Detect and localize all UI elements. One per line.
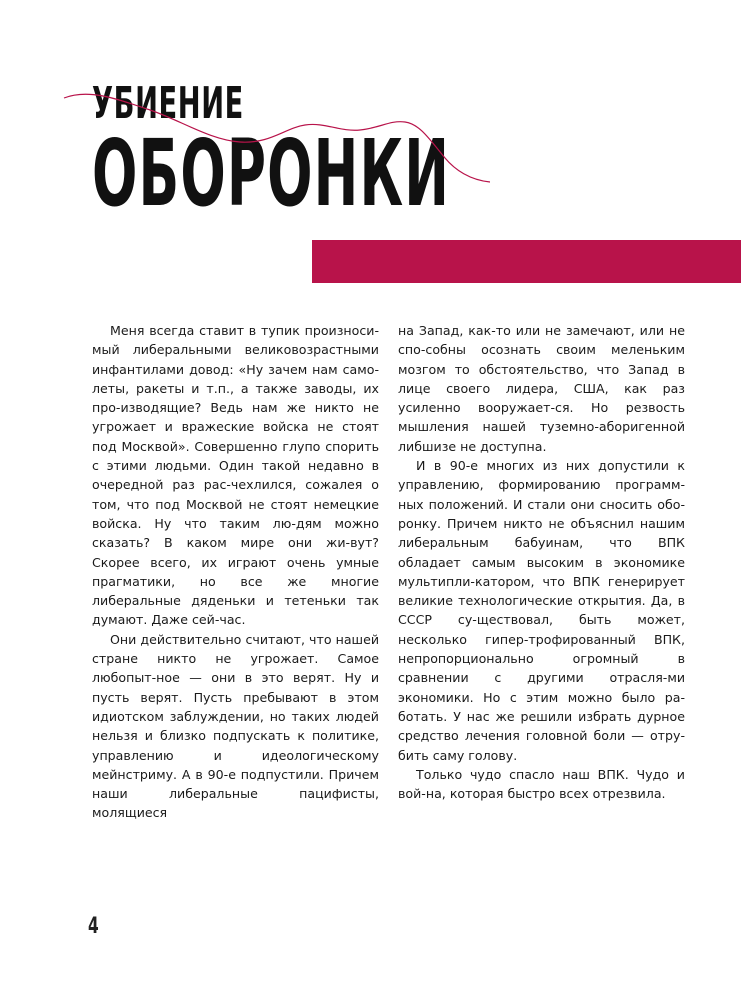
paragraph: И в 90-е многих из них допустили к управлению, формированию программ-ных положений. И стали они сносить обо-ронку. Причем никто не объяснил нашим либеральным бабуинам, что ВПК обладает самым высоким в экономике мультипли-катором, что ВПК генерирует великие технологические открытия. Да, в СССР су-ществовал, быть может, несколько гипер-трофированный ВПК, непропорционально огромный в сравнении с другими отрасля-ми экономики. Но с этим можно было ра-ботать. У нас же решили избрать дурное средство лечения головной боли — отру-бить саму голову. <box>398 458 685 763</box>
page-number: 4 <box>88 914 99 939</box>
text-column-left <box>92 321 379 823</box>
paragraph: Они действительно считают, что нашей стране никто не угрожает. Самое любопыт-ное — они в это верят. Ну и пусть верят. Пусть пребывают в этом идиотском заблуждении, но таких людей нельзя и близко подпускать к политике, управлению и идеологическому мейнстриму. А в 90-е подпустили. Причем наши либеральные пацифисты, молящиеся <box>92 631 379 821</box>
decorative-squiggle-line <box>60 80 500 190</box>
paragraph-continuation: на Запад, как-то или не замечают, или не спо-собны осознать своим меленьким мозгом то обстоятельство, что Запад в лице своего лидера, США, как раз усиленно вооружает-ся. Но резвость мышления нашей туземно-аборигенной либшизе не доступна. <box>398 323 685 454</box>
paragraph: Только чудо спасло наш ВПК. Чудо и вой-на, которая быстро всех отрезвила. <box>398 766 685 802</box>
text-column-right <box>398 321 685 803</box>
red-accent-bar <box>312 240 741 283</box>
title-line-2: ОБОРОНКИ <box>92 120 451 227</box>
title-line-1: УБИЕНИЕ <box>92 78 244 129</box>
squiggle-path <box>64 94 490 182</box>
paragraph: Меня всегда ставит в тупик произноси-мый либеральными великовозрастными инфантилами довод: «Ну зачем нам само-леты, ракеты и т.п., а также заводы, их про-изводящие? Ведь нам же никто не угрожает и вражеские войска не стоят под Москвой». Совершенно глупо спорить с этими людьми. Один такой недавно в очередной раз рас-чехлился, сожалея о том, что под Москвой не стоят немецкие войска. Ну что таким лю-дям можно сказать? В каком мире они жи-вут? Скорее всего, их играют очень умные прагматики, но все же многие либеральные дяденьки и тетеньки так думают. Даже сей-час. <box>92 323 379 628</box>
red-bar-rect <box>312 240 741 283</box>
